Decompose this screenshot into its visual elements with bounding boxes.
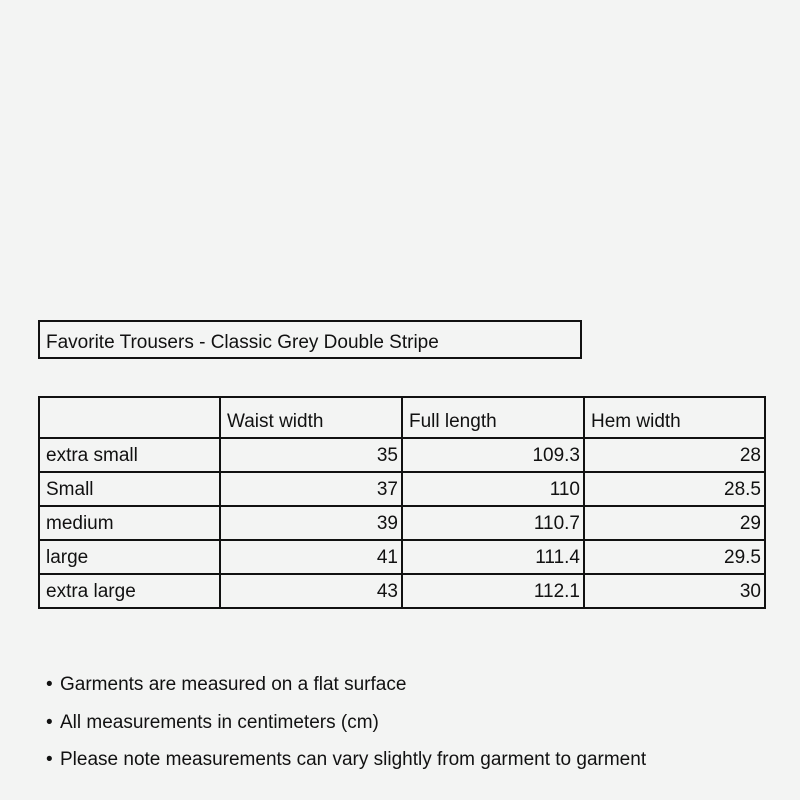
waist-value: 41 [220, 540, 402, 574]
header-cell-length: Full length [402, 397, 584, 438]
hem-value: 28 [584, 438, 765, 472]
length-value: 111.4 [402, 540, 584, 574]
size-label: extra large [39, 574, 220, 608]
waist-value: 37 [220, 472, 402, 506]
bullet-icon: • [46, 674, 53, 695]
table-row [39, 506, 765, 540]
length-value: 110 [402, 472, 584, 506]
hem-value: 29.5 [584, 540, 765, 574]
waist-value: 43 [220, 574, 402, 608]
header-row [39, 397, 765, 438]
waist-value: 35 [220, 438, 402, 472]
table-row [39, 438, 765, 472]
bullet-icon: • [46, 711, 53, 733]
length-value: 112.1 [402, 574, 584, 608]
table-row [39, 574, 765, 608]
note-text: All measurements in centimeters (cm) [60, 711, 379, 733]
measurement-notes [46, 672, 646, 785]
header-cell-waist: Waist width [220, 397, 402, 438]
size-label: medium [39, 506, 220, 540]
waist-value: 39 [220, 506, 402, 540]
note-text: Please note measurements can vary slightly from garment to garment [60, 749, 647, 770]
hem-value: 29 [584, 506, 765, 540]
note-item [46, 672, 646, 710]
note-item [46, 710, 646, 748]
note-item [46, 747, 646, 785]
size-label: extra small [39, 438, 220, 472]
size-label: large [39, 540, 220, 574]
table-row [39, 540, 765, 574]
length-value: 109.3 [402, 438, 584, 472]
size-chart-table [38, 396, 766, 609]
note-text: Garments are measured on a flat surface [60, 674, 407, 695]
table-row [39, 472, 765, 506]
size-label: Small [39, 472, 220, 506]
header-cell-empty [39, 397, 220, 438]
bullet-icon: • [46, 749, 53, 770]
header-cell-hem: Hem width [584, 397, 765, 438]
chart-title: Favorite Trousers - Classic Grey Double Stripe [38, 320, 582, 359]
hem-value: 28.5 [584, 472, 765, 506]
hem-value: 30 [584, 574, 765, 608]
length-value: 110.7 [402, 506, 584, 540]
